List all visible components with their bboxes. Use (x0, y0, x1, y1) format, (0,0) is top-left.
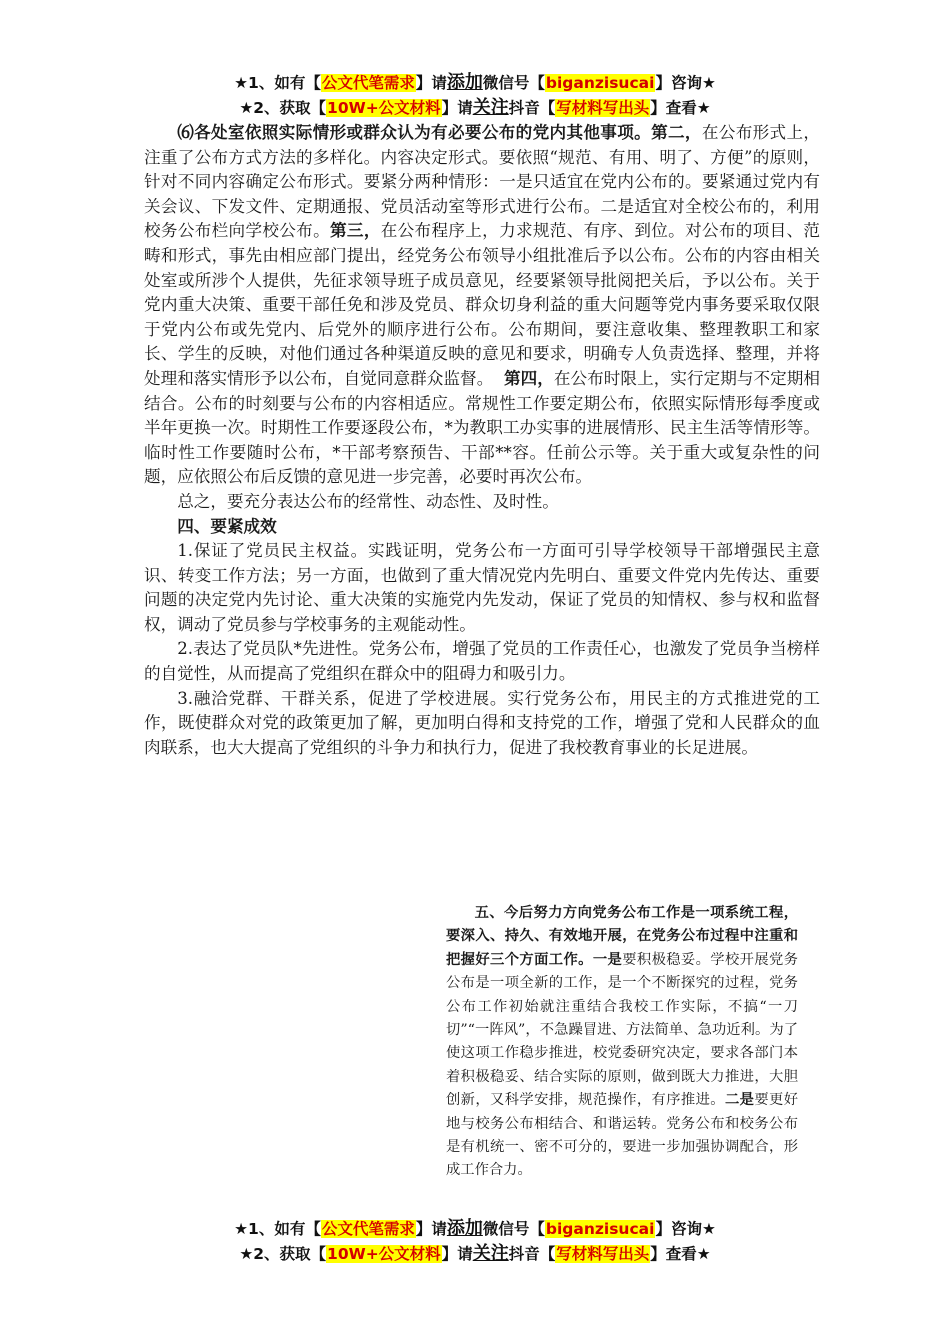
side-column (446, 902, 798, 1183)
footer-banner-line-2 (0, 1241, 950, 1267)
footer2-mid: 】请 (441, 1245, 473, 1263)
footer2-suffix: 】查看★ (650, 1245, 711, 1263)
footer1-mid2: 微信号【 (482, 1220, 545, 1238)
footer2-highlight-materials: 10W+公文材料 (327, 1245, 441, 1263)
banner2-emphasis: 关注 (472, 97, 509, 118)
header-banner-line-2 (0, 95, 950, 121)
paragraph-text-a: 在公布形式上，注重了公布方式方法的多样化。内容决定形式。要依照“规范、有用、明了、方便”的原则，针对不同内容确定公布形式。要紧分两种情形：一是只适宜在党内公布的。要紧通过党内有关会议、下发文件、定期通报、党员活动室等形式进行公布。二是适宜对全校公布的，利用校务公布栏向学校公布。 (144, 123, 821, 241)
document-body (144, 121, 820, 760)
banner2-prefix: ★2、获取【 (239, 99, 327, 117)
banner1-prefix: ★1、如有【 (234, 74, 321, 92)
paragraph-result-2: 2.表达了党员队*先进性。党务公布，增强了党员的工作责任心，也激发了党员争当榜样的自觉性，从而提高了党组织在群众中的阻碍力和吸引力。 (144, 639, 820, 684)
banner1-mid2: 微信号【 (482, 74, 545, 92)
section-heading-results: 四、要紧成效 (177, 516, 277, 536)
paragraph-publication-items (144, 121, 820, 490)
banner1-mid: 】请 (415, 74, 447, 92)
footer-banner-line-1 (0, 1216, 950, 1242)
footer1-highlight-service: 公文代笔需求 (321, 1220, 415, 1238)
paragraph-result-1: 1.保证了党员民主权益。实践证明，党务公布一方面可引导学校领导干部增强民主意识、转变工作方法；另一方面，也做到了重大情况党内先明白、重要文件党内先传达、重要问题的决定党内先讨论、重大决策的实施党内先发动，保证了党员的知情权、参与权和监督权，调动了党员参与学校事务的主观能动性。 (144, 541, 820, 634)
footer2-emphasis: 关注 (472, 1243, 509, 1264)
banner1-emphasis: 添加 (446, 72, 483, 93)
footer2-mid2: 抖音【 (508, 1245, 556, 1263)
banner2-mid: 】请 (441, 99, 473, 117)
footer2-highlight-douyin: 写材料写出头 (556, 1245, 650, 1263)
paragraph-future-direction (446, 902, 798, 1183)
banner1-highlight-service: 公文代笔需求 (321, 74, 415, 92)
future-bold-lead: 五、今后努力方向党务公布工作是一项系统工程，要深入、持久、有效地开展，在党务公布过程中注重和把握好三个方面工作。一是 (446, 905, 798, 968)
footer1-emphasis: 添加 (446, 1218, 483, 1239)
banner2-highlight-douyin: 写材料写出头 (556, 99, 650, 117)
future-bold-two: 二是 (724, 1092, 755, 1109)
paragraph-text-c: 在公布时限上，实行定期与不定期相结合。公布的时刻要与公布的内容相适应。常规性工作要定期公布，依照实际情形每季度或半年更换一次。时期性工作要逐段公布，*为教职工办实事的进展情形、民主生活等情形等。临时性工作要随时公布，*干部考察预告、干部**容。任前公示等。关于重大或复杂性的问题，应依照公布后反馈的意见进一步完善，必要时再次公布。 (144, 368, 821, 487)
header-banner-line-1 (0, 70, 950, 96)
paragraph-text-b: 在公布程序上，力求规范、有序、到位。对公布的项目、范畴和形式，事先由相应部门提出，经党务公布领导小组批准后予以公布。公布的内容由相关处室或所涉个人提供，先征求领导班子成员意见，经要紧领导批阅把关后，予以公布。关于党内重大决策、重要干部任免和涉及党员、群众切身利益的重大问题等党内事务要采取仅限于党内公布或先党内、后党外的顺序进行公布。公布期间，要注意收集、整理教职工和家长、学生的反映，对他们通过各种渠道反映的意见和要求，明确专人负责选择、整理，并将处理和落实情形予以公布，自觉同意群众监督。 (144, 221, 821, 388)
footer1-prefix: ★1、如有【 (234, 1220, 321, 1238)
paragraph-result-3: 3.融洽党群、干群关系，促进了学校进展。实行党务公布，用民主的方式推进党的工作，既使群众对党的政策更加了解，更加明白得和支持党的工作，增强了党和人民群众的血肉联系，也大大提高了党组织的斗争力和执行力，促进了我校教育事业的长足进展。 (144, 688, 820, 757)
future-text-b: 要更好地与校务公布相结合、和谐运转。党务公布和校务公布是有机统一、密不可分的，要进一步加强协调配合，形成工作合力。 (446, 1092, 798, 1179)
banner1-suffix: 】咨询★ (655, 74, 716, 92)
footer1-suffix: 】咨询★ (655, 1220, 716, 1238)
footer1-mid: 】请 (415, 1220, 447, 1238)
banner1-highlight-wechat: biganzisucai (545, 74, 655, 92)
footer1-highlight-wechat: biganzisucai (545, 1220, 655, 1238)
banner2-suffix: 】查看★ (650, 99, 711, 117)
banner2-highlight-materials: 10W+公文材料 (327, 99, 441, 117)
fourth-marker: 第四， (503, 368, 554, 388)
paragraph-lead-bold: ⑹各处室依照实际情形或群众认为有必要公布的党内其他事项。第二， (177, 123, 702, 142)
paragraph-summary: 总之，要充分表达公布的经常性、动态性、及时性。 (177, 491, 559, 511)
banner2-mid2: 抖音【 (508, 99, 556, 117)
future-text-a: 要积极稳妥。学校开展党务公布是一项全新的工作，是一个不断探究的过程，党务公布工作初始就注重结合我校工作实际，不搞“一刀切”“一阵风”，不急躁冒进、方法简单、急功近利。为了使这项工作稳步推进，校党委研究决定，要求各部门本着积极稳妥、结合实际的原则，做到既大力推进，大胆创新，又科学安排，规范操作，有序推进。 (446, 951, 798, 1109)
footer2-prefix: ★2、获取【 (239, 1245, 327, 1263)
third-marker: 第三， (330, 221, 381, 241)
